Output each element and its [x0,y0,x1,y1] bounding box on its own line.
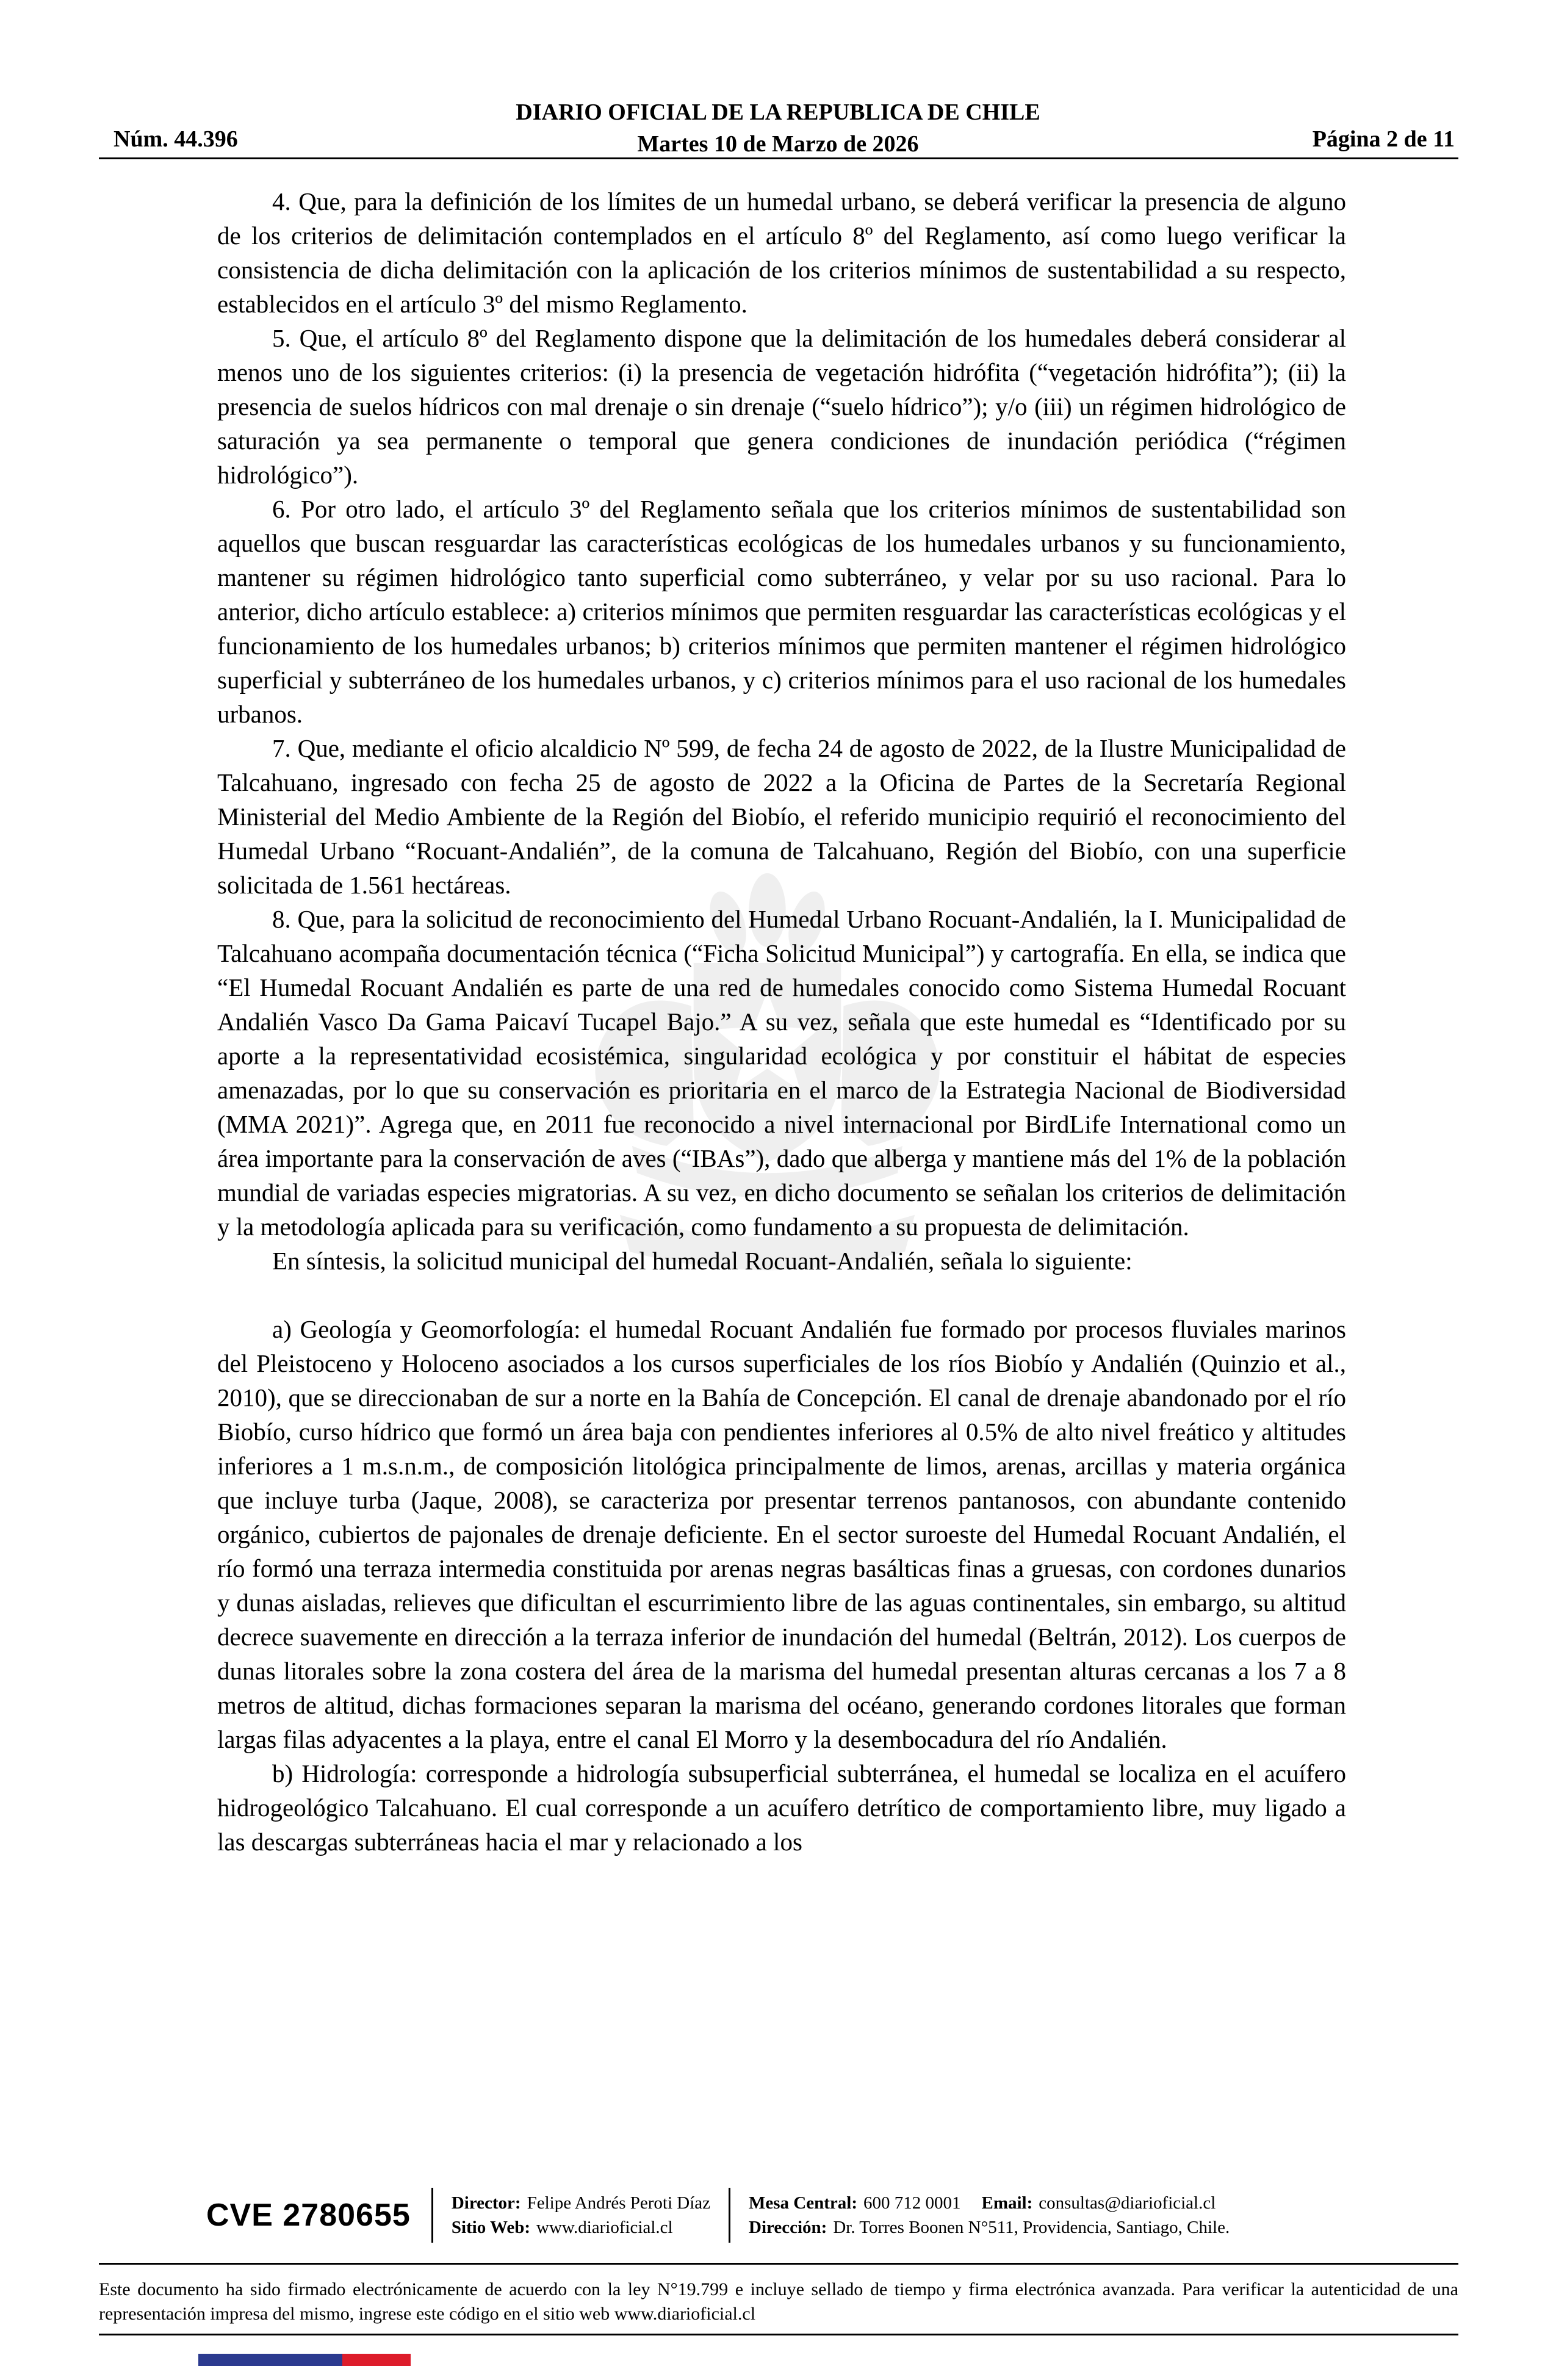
body-paragraph-6: 6. Por otro lado, el artículo 3º del Reglamento señala que los criterios mínimos de sustentabilidad son aquellos que buscan resguardar las características ecológicas de los humedales urbanos y su funcionamiento, mantener su régimen hidrológico tanto superficial como subterráneo, y velar por su uso racional. Para lo anterior, dicho artículo establece: a) criterios mínimos que permiten resguardar las características ecológicas y el funcionamiento de los humedales urbanos; b) criterios mínimos que permiten mantener el régimen hidrológico superficial y subterráneo de los humedales urbanos, y c) criterios mínimos para el uso racional de los humedales urbanos. [217,495,1346,728]
legal-notice: Este documento ha sido firmado electrónicamente de acuerdo con la ley N°19.799 e incluye sellado de tiempo y firma electrónica avanzada. Para verificar la autenticidad de una representación impresa del mismo, ingrese este código en el sitio web www.diarioficial.cl [99,2279,1458,2324]
footer-info-row [206,2185,1248,2246]
footer-rule-top [99,2263,1458,2265]
body-paragraph-geologia: a) Geología y Geomorfología: el humedal Rocuant Andalién fue formado por procesos fluviales marinos del Pleistoceno y Holoceno asociados a los cursos superficiales de los ríos Biobío y Andalién (Quinzio et al., 2010), que se direccionaban de sur a norte en la Bahía de Concepción. El canal de drenaje abandonado por el río Biobío, curso hídrico que formó un área baja con pendientes inferiores al 0.5% de alto nivel freático y altitudes inferiores a 1 m.s.n.m., de composición litológica principalmente de limos, arenas, arcillas y materia orgánica que incluye turba (Jaque, 2008), se caracteriza por presentar terrenos pantanosos, con abundante contenido orgánico, cubiertos de pajonales de drenaje deficiente. En el sector suroeste del Humedal Rocuant Andalién, el río formó una terraza intermedia constituida por arenas negras basálticas finas a gruesas, con cordones dunarios y dunas aisladas, relieves que dificultan el escurrimiento libre de las aguas continentales, sin embargo, su altitud decrece suavemente en dirección a la terraza inferior de inundación del humedal (Beltrán, 2012). Los cuerpos de dunas litorales sobre la zona costera del área de la marisma del humedal presentan alturas cercanas a los 7 a 8 metros de altitud, dichas formaciones separan la marisma del océano, generando cordones litorales que forman largas filas adyacentes a la playa, entre el canal El Morro y la desembocadura del río Andalién. [217,1315,1346,1753]
body-paragraph-5: 5. Que, el artículo 8º del Reglamento dispone que la delimitación de los humedales deberá considerar al menos uno de los siguientes criterios: (i) la presencia de vegetación hidrófita (“vegetación hidrófita”); (ii) la presencia de suelos hídricos con mal drenaje o sin drenaje (“suelo hídrico”); y/o (iii) un régimen hidrológico de saturación ya sea permanente o temporal que genera condiciones de inundación periódica (“régimen hidrológico”). [217,324,1346,489]
body-paragraph-4: 4. Que, para la definición de los límites de un humedal urbano, se deberá verificar la presencia de alguno de los criterios de delimitación contemplados en el artículo 8º del Reglamento, así como luego verificar la consistencia de dicha delimitación con la aplicación de los criterios mínimos de sustentabilidad a su respecto, establecidos en el artículo 3º del mismo Reglamento. [217,187,1346,318]
director-column [433,2191,729,2240]
address-label: Dirección: [749,2218,827,2237]
body-paragraph-sintesis: En síntesis, la solicitud municipal del humedal Rocuant-Andalién, señala lo siguiente: [272,1247,1133,1275]
mesa-central-label: Mesa Central: [749,2193,857,2213]
flag-bar [198,2354,411,2366]
website-label: Sitio Web: [451,2218,530,2237]
flag-bar-red [342,2354,411,2366]
phone-email-line [749,2191,1230,2215]
header-rule [99,157,1458,159]
body-paragraph-hidrologia: b) Hidrología: corresponde a hidrología subsuperficial subterránea, el humedal se localiza en el acuífero hidrogeológico Talcahuano. El cual corresponde a un acuífero detrítico de comportamiento libre, muy ligado a las descargas subterráneas hacia el mar y relacionado a los [217,1759,1346,1856]
page-indicator: Página 2 de 11 [1312,126,1455,152]
issue-number: Núm. 44.396 [113,126,238,152]
website-line [452,2215,710,2240]
flag-bar-blue [198,2354,342,2366]
document-body [217,184,1346,1859]
cve-code: CVE 2780655 [206,2198,411,2233]
address-value: Dr. Torres Boonen N°511, Providencia, Santiago, Chile. [833,2218,1230,2237]
website-value: www.diarioficial.cl [536,2218,673,2237]
director-line [452,2191,710,2215]
contact-column [730,2191,1248,2240]
mesa-central-value: 600 712 0001 [863,2193,961,2213]
body-paragraph-8: 8. Que, para la solicitud de reconocimiento del Humedal Urbano Rocuant-Andalién, la I. Municipalidad de Talcahuano acompaña documentación técnica (“Ficha Solicitud Municipal”) y cartografía. En ella, se indica que “El Humedal Rocuant Andalién es parte de una red de humedales conocido como Sistema Humedal Rocuant Andalién Vasco Da Gama Paicaví Tucapel Bajo.” A su vez, señala que este humedal es “Identificado por su aporte a la representatividad ecosistémica, singularidad ecológica y por constituir el hábitat de especies amenazadas, por lo que su conservación es prioritaria en el marco de la Estrategia Nacional de Biodiversidad (MMA 2021)”. Agrega que, en 2011 fue reconocido a nivel internacional por BirdLife International como un área importante para la conservación de aves (“IBAs”), dado que alberga y mantiene más del 1% de la población mundial de variadas especies migratorias. A su vez, en dicho documento se señalan los criterios de delimitación y la metodología aplicada para su verificación, como fundamento a su propuesta de delimitación. [217,905,1346,1241]
footer-rule-bottom [99,2334,1458,2335]
gazette-title: DIARIO OFICIAL DE LA REPUBLICA DE CHILE [516,99,1040,125]
email-value: consultas@diarioficial.cl [1039,2193,1216,2213]
address-line [749,2215,1230,2240]
director-value: Felipe Andrés Peroti Díaz [527,2193,711,2213]
body-paragraph-7: 7. Que, mediante el oficio alcaldicio Nº 599, de fecha 24 de agosto de 2022, de la Ilustre Municipalidad de Talcahuano, ingresado con fecha 25 de agosto de 2022 a la Oficina de Partes de la Secretaría Regional Ministerial del Medio Ambiente de la Región del Biobío, el referido municipio requirió el reconocimiento del Humedal Urbano “Rocuant-Andalién”, de la comuna de Talcahuano, Región del Biobío, con una superficie solicitada de 1.561 hectáreas. [217,734,1346,899]
gazette-date: Martes 10 de Marzo de 2026 [637,131,919,157]
director-label: Director: [451,2193,521,2213]
email-label: Email: [981,2193,1033,2213]
